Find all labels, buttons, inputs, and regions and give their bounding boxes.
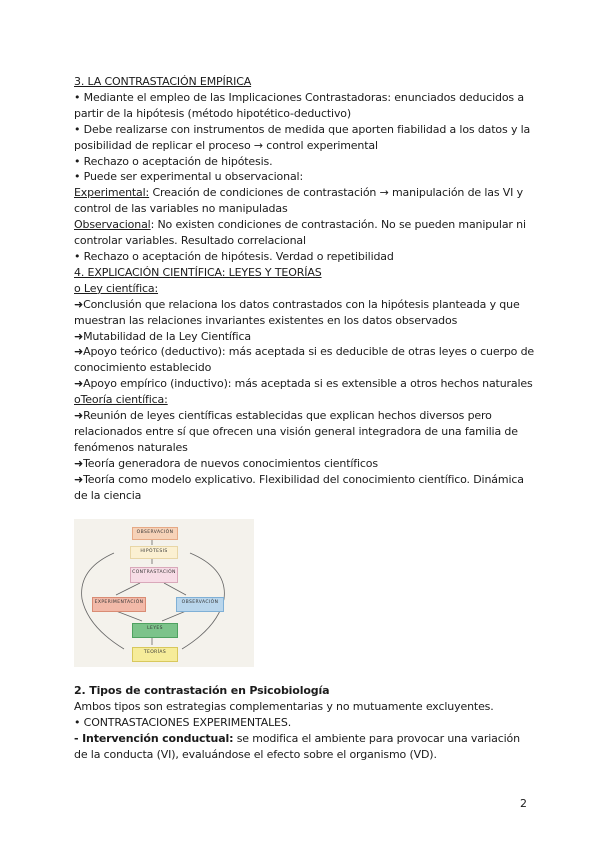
experimental-paragraph: [74, 185, 536, 217]
box-observacion-2: OBSERVACIÓN: [176, 597, 224, 612]
experimental-label: Experimental:: [74, 186, 150, 200]
page-number: 2: [520, 797, 527, 810]
arrow-item: ➜Teoría generadora de nuevos conocimientos científicos: [74, 456, 378, 470]
section-contrastacion-empirica: [74, 74, 536, 503]
section-heading: 2. Tipos de contrastación en Psicobiología: [74, 684, 330, 697]
subsection-heading: o Ley científica:: [74, 281, 159, 295]
box-teorias: TEORÍAS: [132, 647, 178, 662]
observacional-text: : No existen condiciones de contrastación. No se pueden manipular ni controlar variables. Resultado correlacional: [74, 218, 526, 248]
bullet-text: • Mediante el empleo de las Implicaciones Contrastadoras: enunciados deducidos a partir de la hipótesis (método hipotético-deductivo): [74, 90, 524, 120]
arrow-item: ➜Conclusión que relaciona los datos contrastados con la hipótesis planteada y que muestran las relaciones invariantes existentes en los datos observados: [74, 297, 520, 327]
section-heading: 3. LA CONTRASTACIÓN EMPÍRICA: [74, 75, 252, 88]
intervencion-label: - Intervención conductual:: [74, 731, 234, 745]
intervencion-text: se modifica el ambiente para provocar una variación de la conducta (VI), evaluándose el efecto sobre el organismo (VD).: [74, 731, 520, 761]
observacional-label: Observacional: [74, 218, 151, 232]
intervencion-paragraph: [74, 731, 536, 763]
arrow-item: ➜Apoyo empírico (inductivo): más aceptada si es extensible a otros hechos naturales: [74, 377, 533, 391]
bullet-text: • CONTRASTACIONES EXPERIMENTALES.: [74, 715, 292, 729]
subsection-heading: oTeoría científica:: [74, 393, 168, 407]
arrow-item: ➜Teoría como modelo explicativo. Flexibilidad del conocimiento científico. Dinámica de la ciencia: [74, 472, 524, 502]
experimental-text: Creación de condiciones de contrastación → manipulación de las VI y control de las variables no manipuladas: [74, 186, 523, 216]
bullet-text: • Rechazo o aceptación de hipótesis.: [74, 154, 273, 168]
arrow-item: ➜Apoyo teórico (deductivo): más aceptada si es deducible de otras leyes o cuerpo de conocimiento establecido: [74, 345, 535, 375]
bullet-text: • Rechazo o aceptación de hipótesis. Verdad o repetibilidad: [74, 249, 394, 263]
box-experimentacion: EXPERIMENTACIÓN: [92, 597, 146, 612]
box-hipotesis: HIPÓTESIS: [130, 546, 178, 559]
section-tipos-contrastacion: [74, 683, 536, 763]
box-observacion: OBSERVACIÓN: [132, 527, 178, 540]
section-heading: 4. EXPLICACIÓN CIENTÍFICA: LEYES Y TEORÍAS: [74, 265, 322, 279]
intro-text: Ambos tipos son estrategias complementarias y no mutuamente excluyentes.: [74, 699, 494, 713]
arrow-item: ➜Mutabilidad de la Ley Científica: [74, 329, 251, 343]
bullet-text: • Debe realizarse con instrumentos de medida que aporten fiabilidad a los datos y la posibilidad de replicar el proceso → control experimental: [74, 122, 531, 152]
scientific-method-diagram: [74, 519, 254, 667]
observacional-paragraph: [74, 217, 536, 249]
bullet-text: • Puede ser experimental u observacional:: [74, 170, 304, 184]
box-leyes: LEYES: [132, 623, 178, 638]
arrow-item: ➜Reunión de leyes científicas establecidas que explican hechos diversos pero relacionados entre sí que ofrecen una visión general integradora de una familia de fenómenos naturales: [74, 409, 518, 454]
diagram-arrows: [74, 519, 254, 667]
box-contrastacion: CONTRASTACIÓN: [130, 567, 178, 583]
